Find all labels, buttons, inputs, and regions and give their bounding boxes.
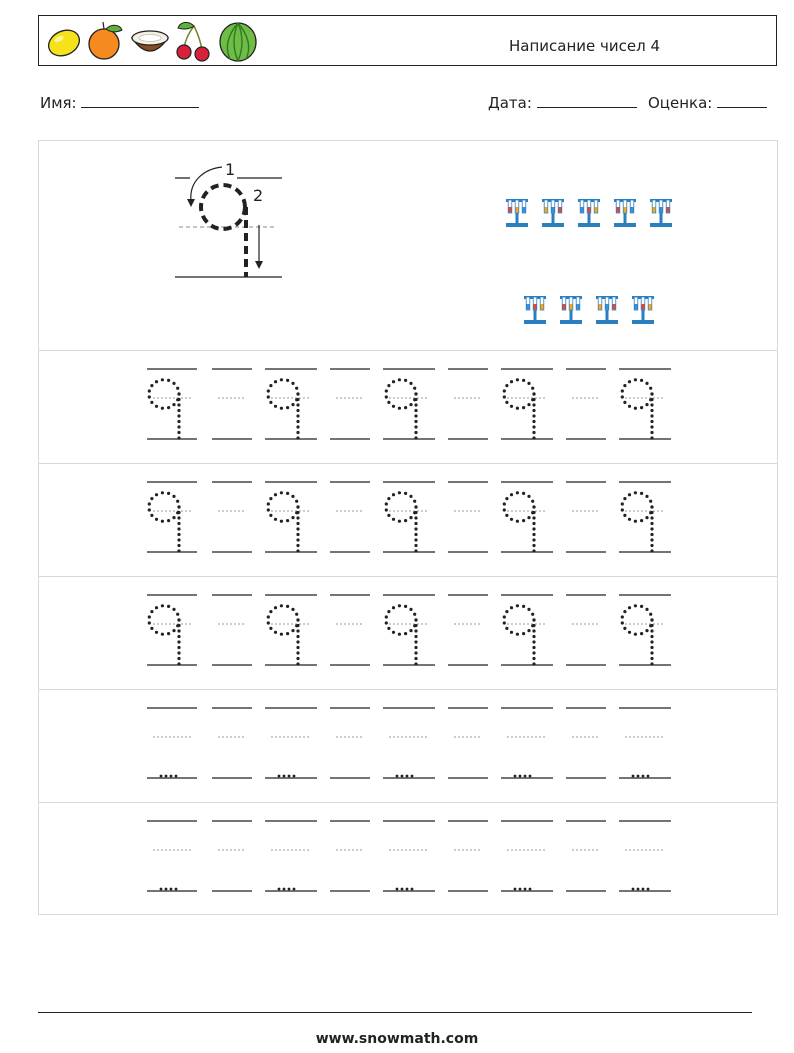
- writing-cell[interactable]: [566, 482, 606, 552]
- writing-cell[interactable]: [265, 595, 317, 666]
- arrow-head-icon: [187, 199, 195, 207]
- blank-row: [147, 708, 671, 778]
- watermelon-icon: [216, 20, 260, 62]
- worksheet-header: [38, 15, 777, 66]
- demo-row: [39, 141, 777, 350]
- writing-cell[interactable]: [566, 369, 606, 439]
- writing-cell[interactable]: [147, 369, 197, 440]
- writing-cell[interactable]: [501, 821, 553, 891]
- writing-cell[interactable]: [383, 482, 435, 553]
- writing-cell[interactable]: [501, 482, 553, 553]
- test-tube-rack-icon: [614, 199, 636, 227]
- coconut-icon: [128, 20, 172, 62]
- writing-cell[interactable]: [330, 821, 370, 891]
- writing-cell[interactable]: [448, 369, 488, 439]
- footer-divider: [38, 1012, 752, 1013]
- writing-cell[interactable]: [501, 595, 553, 666]
- stroke-number-1: 1: [225, 160, 236, 179]
- footer-site[interactable]: www.snowmath.com: [315, 1031, 479, 1047]
- writing-cell[interactable]: [330, 708, 370, 778]
- writing-cell[interactable]: [212, 595, 252, 665]
- writing-cell[interactable]: [265, 369, 317, 440]
- writing-cell[interactable]: [448, 821, 488, 891]
- writing-cell[interactable]: [619, 595, 671, 666]
- writing-cell[interactable]: [566, 821, 606, 891]
- blank-row: [147, 821, 671, 891]
- practice-rows: [39, 350, 777, 915]
- writing-cell[interactable]: [147, 821, 197, 891]
- traced-row: [147, 369, 671, 440]
- test-tube-rack-icon: [596, 296, 618, 324]
- writing-cell[interactable]: [383, 821, 435, 891]
- grade-field: [648, 93, 767, 112]
- writing-cell[interactable]: [265, 821, 317, 891]
- cherry-icon: [172, 20, 216, 62]
- writing-cell[interactable]: [448, 708, 488, 778]
- test-tube-rack-icon: [524, 296, 546, 324]
- demo-digit-9: [201, 185, 246, 277]
- stroke-number-2: 2: [253, 186, 264, 205]
- writing-cell[interactable]: [330, 595, 370, 665]
- writing-cell[interactable]: [147, 482, 197, 553]
- writing-cell[interactable]: [501, 708, 553, 778]
- writing-cell[interactable]: [619, 708, 671, 778]
- writing-cell[interactable]: [566, 708, 606, 778]
- writing-cell[interactable]: [501, 369, 553, 440]
- writing-cell[interactable]: [265, 482, 317, 553]
- name-blank[interactable]: [81, 93, 199, 108]
- name-field: [40, 93, 199, 112]
- date-field: [488, 93, 637, 112]
- writing-cell[interactable]: [212, 708, 252, 778]
- writing-cell[interactable]: [147, 595, 197, 666]
- writing-cell[interactable]: [330, 482, 370, 552]
- practice-grid: [38, 140, 778, 915]
- date-label: Дата:: [488, 94, 532, 112]
- writing-cell[interactable]: [383, 708, 435, 778]
- writing-cell[interactable]: [448, 482, 488, 552]
- writing-cell[interactable]: [619, 821, 671, 891]
- writing-cell[interactable]: [383, 595, 435, 666]
- test-tube-rack-icon: [560, 296, 582, 324]
- fruit-strip: [44, 20, 260, 62]
- writing-cell[interactable]: [212, 369, 252, 439]
- test-tube-rack-icon: [542, 199, 564, 227]
- writing-cell[interactable]: [212, 482, 252, 552]
- test-tube-rack-group: [506, 199, 672, 324]
- writing-cell[interactable]: [383, 369, 435, 440]
- writing-cell[interactable]: [566, 595, 606, 665]
- date-blank[interactable]: [537, 93, 637, 108]
- writing-cell[interactable]: [265, 708, 317, 778]
- writing-cell[interactable]: [619, 369, 671, 440]
- test-tube-rack-icon: [578, 199, 600, 227]
- writing-cell[interactable]: [619, 482, 671, 553]
- name-label: Имя:: [40, 94, 77, 112]
- test-tube-rack-icon: [650, 199, 672, 227]
- test-tube-rack-icon: [632, 296, 654, 324]
- traced-row: [147, 595, 671, 666]
- grade-blank[interactable]: [717, 93, 767, 108]
- test-tube-rack-icon: [506, 199, 528, 227]
- orange-icon: [84, 20, 128, 62]
- writing-cell[interactable]: [448, 595, 488, 665]
- writing-cell[interactable]: [330, 369, 370, 439]
- grade-label: Оценка:: [648, 94, 713, 112]
- traced-row: [147, 482, 671, 553]
- writing-cell[interactable]: [212, 821, 252, 891]
- lemon-icon: [44, 20, 84, 62]
- page-title: Написание чисел 4: [509, 37, 661, 55]
- writing-cell[interactable]: [147, 708, 197, 778]
- arrow-head-icon: [255, 261, 263, 269]
